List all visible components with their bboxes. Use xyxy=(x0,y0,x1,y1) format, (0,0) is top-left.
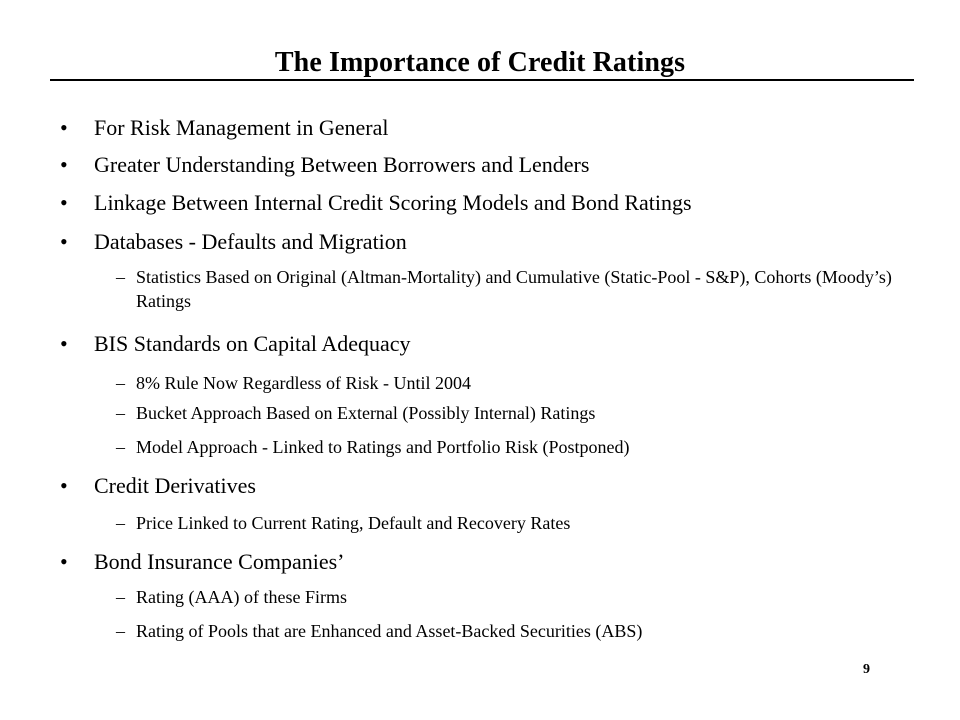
page-number: 9 xyxy=(863,662,870,677)
bullet-item-2 xyxy=(60,152,590,178)
sub-bullet-item xyxy=(116,585,896,609)
sub-bullet-text: Model Approach - Linked to Ratings and Portfolio Risk (Postponed) xyxy=(136,437,630,457)
dash-icon: – xyxy=(116,403,125,423)
sub-bullet-item xyxy=(116,619,896,643)
bullet-text: Bond Insurance Companies’ xyxy=(94,549,345,574)
dash-icon: – xyxy=(116,621,125,641)
bullet-icon: • xyxy=(60,473,68,498)
sub-bullet-text: Rating (AAA) of these Firms xyxy=(136,587,347,607)
bullet-text: For Risk Management in General xyxy=(94,115,389,140)
bullet-text: Greater Understanding Between Borrowers and Lenders xyxy=(94,152,590,177)
bullet-item-6 xyxy=(60,473,256,499)
dash-icon: – xyxy=(116,437,125,457)
bullet-text: BIS Standards on Capital Adequacy xyxy=(94,331,411,356)
bullet-item-3 xyxy=(60,190,692,216)
bullet-item-1 xyxy=(60,115,389,141)
sub-bullet-text: 8% Rule Now Regardless of Risk - Until 2004 xyxy=(136,373,471,393)
sub-bullet-text: Rating of Pools that are Enhanced and Asset-Backed Securities (ABS) xyxy=(136,621,643,641)
title-underline xyxy=(50,79,914,81)
sub-bullet-text: Bucket Approach Based on External (Possibly Internal) Ratings xyxy=(136,403,596,423)
bullet-item-4 xyxy=(60,229,407,255)
bullet-text: Databases - Defaults and Migration xyxy=(94,229,407,254)
dash-icon: – xyxy=(116,587,125,607)
bullet-icon: • xyxy=(60,190,68,215)
bullet-icon: • xyxy=(60,331,68,356)
bullet-item-5 xyxy=(60,331,411,357)
bullet-item-7 xyxy=(60,549,345,575)
sub-bullet-item xyxy=(116,435,896,459)
bullet-icon: • xyxy=(60,229,68,254)
dash-icon: – xyxy=(116,267,125,287)
sub-bullet-item xyxy=(116,371,896,395)
slide-title: The Importance of Credit Ratings xyxy=(274,47,686,78)
bullet-text: Credit Derivatives xyxy=(94,473,256,498)
bullet-icon: • xyxy=(60,549,68,574)
bullet-icon: • xyxy=(60,152,68,177)
dash-icon: – xyxy=(116,513,125,533)
bullet-icon: • xyxy=(60,115,68,140)
sub-bullet-item xyxy=(116,401,896,425)
sub-bullet-text: Price Linked to Current Rating, Default and Recovery Rates xyxy=(136,513,571,533)
sub-bullet-item xyxy=(116,265,896,313)
sub-bullet-text: Statistics Based on Original (Altman-Mortality) and Cumulative (Static-Pool - S&P), Cohorts (Moody’s) Ratings xyxy=(136,267,892,311)
sub-bullet-item xyxy=(116,511,896,535)
bullet-text: Linkage Between Internal Credit Scoring Models and Bond Ratings xyxy=(94,190,692,215)
dash-icon: – xyxy=(116,373,125,393)
